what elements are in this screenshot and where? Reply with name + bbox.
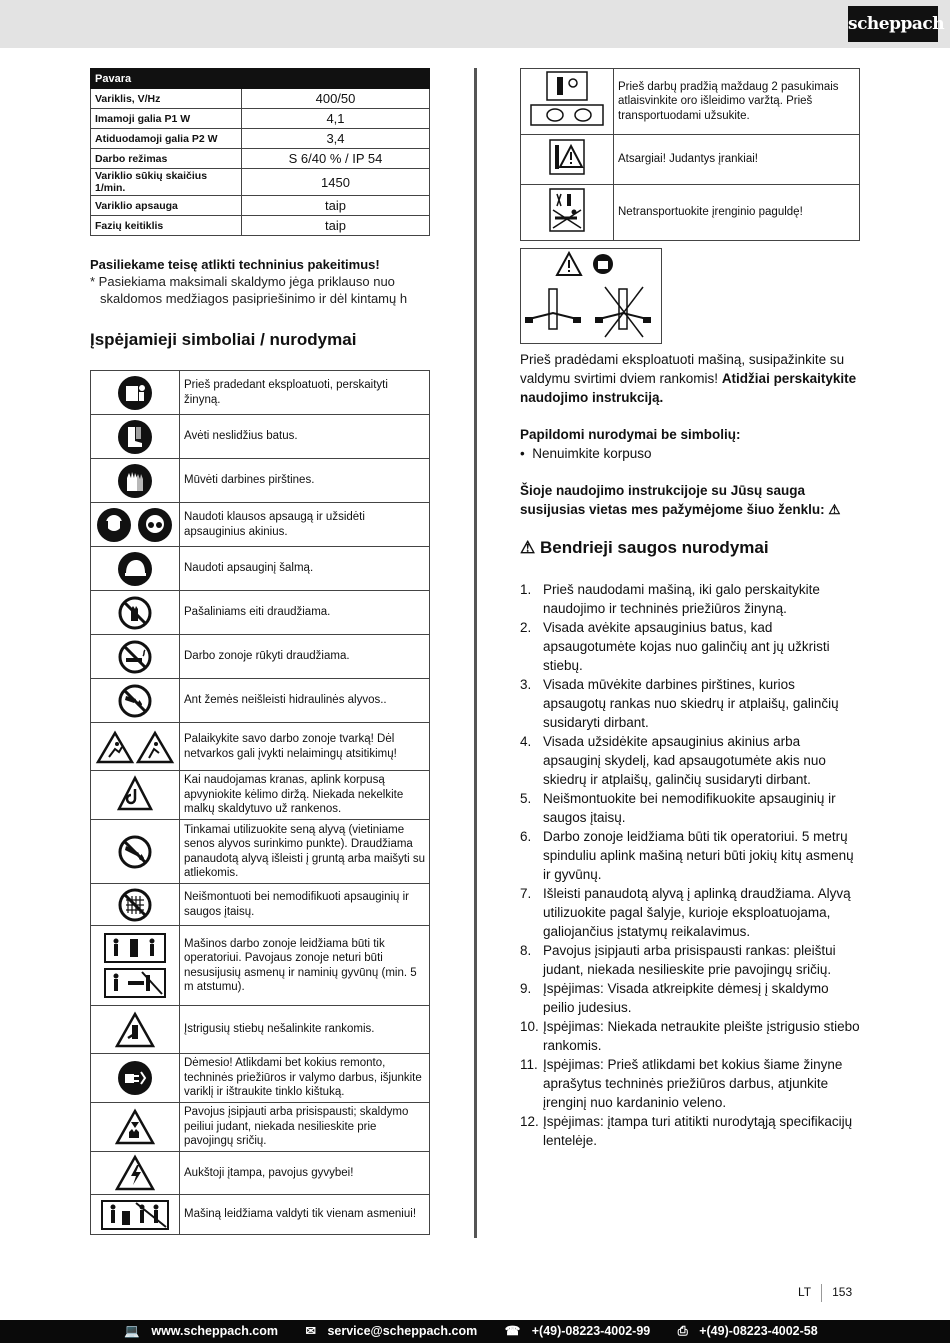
symbol-text: Avėti neslidžius batus. [180, 415, 430, 459]
right-text-block [520, 350, 860, 519]
oil-disposal-icon [117, 834, 153, 870]
no-transport-lying-icon [547, 186, 587, 234]
symbol-text: Naudoti apsauginį šalmą. [180, 547, 430, 591]
list-item: 10. Įspėjimas: Niekada netraukite pleište įstrigusio stiebo rankomis. [520, 1019, 860, 1053]
footer-phone: ☎ +(49)-08223-4002-99 [504, 1324, 651, 1338]
column-divider [474, 68, 477, 1238]
table-row: Variklio sūkių skaičius 1/min. 1450 [91, 169, 430, 196]
list-item: 1. Prieš naudodami mašiną, iki galo perskaitykite naudojimo ir techninės priežiūros žinyną. [520, 582, 820, 616]
reserve-notice: Pasiliekame teisę atlikti techninius pakeitimus! [90, 257, 380, 272]
symbol-text: Neišmontuoti bei nemodifikuoti apsauginių ir saugos įtaisų. [180, 884, 430, 926]
symbol-text: Atsargiai! Judantys įrankiai! [614, 135, 860, 185]
spec-table [90, 68, 430, 236]
table-row [91, 1195, 430, 1235]
list-item: 11. Įspėjimas: Prieš atlikdami bet kokius šiame žinyne aprašytus techninės priežiūros darbus, atjunkite įrenginį nuo kardaninio veleno. [520, 1057, 843, 1110]
section-heading-general-safety: ⚠ Bendrieji saugos nurodymai [520, 538, 769, 557]
list-item: 3. Visada mūvėkite darbines pirštines, kurios apsaugotų rankas nuo skiedrų ir atplaišų, galinčių susidaryti dirbant. [520, 677, 839, 730]
crush-hazard-icon [115, 1108, 155, 1146]
symbol-text: Ant žemės neišleisti hidraulinės alyvos.. [180, 679, 430, 723]
jammed-log-icon [115, 1011, 155, 1049]
symbol-text: Darbo zonoje rūkyti draudžiama. [180, 635, 430, 679]
right-symbols-table [520, 68, 860, 241]
single-operator-icon [100, 1199, 170, 1231]
safety-boots-icon [117, 419, 153, 455]
symbol-text: Netransportuokite įrenginio paguldę! [614, 185, 860, 241]
general-safety-list [520, 580, 860, 1150]
table-row [91, 547, 430, 591]
symbol-text: Pavojus įsipjauti arba prisispausti; skaldymo peiliui judant, niekada nesilieskite prie pavojingų sričių. [180, 1103, 430, 1152]
unplug-icon [117, 1060, 153, 1096]
list-item: 8. Pavojus įsipjauti arba prisispausti rankas: pleištui judant, niekada nesilieskite prie pavojingų sričių. [520, 943, 836, 977]
table-row: Atiduodamoji galia P2 W 3,4 [91, 129, 430, 149]
table-row [521, 135, 860, 185]
table-row [91, 591, 430, 635]
footer-fax: ⎙ +(49)-08223-4002-58 [677, 1324, 818, 1338]
footer-bar [0, 1320, 950, 1343]
symbol-text: Tinkamai utilizuokite seną alyvą (vietiniame senos alyvos surinkimo punkte). Draudžiama panaudotą alyvą išleisti į gruntą arba maišyti su atliekomis. [180, 820, 430, 884]
list-item: 7. Išleisti panaudotą alyvą į aplinką draudžiama. Alyvą utilizuokite pagal šalyje, kurioje eksploatuojama, galiojančius įstatymų reikalavimus. [520, 886, 851, 939]
high-voltage-icon [115, 1154, 155, 1192]
brand-logo: scheppach [848, 6, 938, 42]
ear-eye-protection-icon [95, 507, 175, 543]
table-row [91, 926, 430, 1006]
warning-symbols-table [90, 370, 430, 1235]
section-heading-warning-symbols: Įspėjamieji simboliai / nurodymai [90, 330, 357, 349]
table-row [91, 1152, 430, 1195]
list-item: 2. Visada avėkite apsauginius batus, kad apsaugotumėte kojas nuo galinčių ant jų užkristi stiebų. [520, 620, 830, 673]
symbol-text: Aukštoji įtampa, pavojus gyvybei! [180, 1152, 430, 1195]
table-row [91, 1006, 430, 1054]
crane-hook-icon [117, 775, 153, 815]
list-item: 5. Neišmontuokite bei nemodifikuokite apsauginių ir saugos įtaisų. [520, 791, 836, 825]
extra-bullet: • Nenuimkite korpuso [520, 446, 652, 461]
symbol-text: Palaikykite savo darbo zonoje tvarką! Dėl netvarkos gali įvykti nelaimingų atsitikimų! [180, 723, 430, 771]
symbol-text: Dėmesio! Atlikdami bet kokius remonto, techninės priežiūros ir valymo darbus, išjunkite variklį ir ištraukite tinklo kištuką. [180, 1054, 430, 1103]
list-item: 4. Visada užsidėkite apsauginius akinius arba apsauginį skydelį, kad apsaugotumėte akis nuo skiedrų ir atplaišų, galinčių susidaryti dirbant. [520, 734, 826, 787]
symbol-text: Prieš pradedant eksploatuoti, perskaityti žinyną. [180, 371, 430, 415]
notice-block [90, 256, 430, 307]
table-row [91, 884, 430, 926]
table-row [91, 635, 430, 679]
page-number: LT 153 [798, 1284, 852, 1302]
table-row: Variklis, V/Hz 400/50 [91, 89, 430, 109]
two-hand-operation-icon [521, 249, 661, 343]
marker-note: Šioje naudojimo instrukcijoje su Jūsų sauga susijusias vietas mes pažymėjome šiuo ženklu: ⚠ [520, 483, 841, 517]
table-row [521, 185, 860, 241]
table-row [91, 415, 430, 459]
footnote: * Pasiekiama maksimali skaldymo jėga priklauso nuo skaldomos medžiagos pasipriešinimo ir dėl kintamų h [90, 274, 408, 306]
spec-table-title: Pavara [91, 69, 430, 89]
table-row: Darbo režimas S 6/40 % / IP 54 [91, 149, 430, 169]
table-row [91, 723, 430, 771]
symbol-text: Prieš darbų pradžią maždaug 2 pasukimais atlaisvinkite oro išleidimo varžtą. Prieš transportuodami užsukite. [614, 69, 860, 135]
symbol-text: Mašinos darbo zonoje leidžiama būti tik operatoriui. Pavojaus zonoje neturi būti nesusijusių asmenų ir naminių gyvūnų (min. 5 m atstumu). [180, 926, 430, 1006]
no-entry-icon [117, 595, 153, 631]
two-hand-control-pictogram [520, 248, 662, 344]
no-modify-guard-icon [117, 887, 153, 923]
header-bar [0, 0, 950, 48]
moving-tools-icon [547, 137, 587, 177]
footer-web[interactable]: 💻 www.scheppach.com [124, 1324, 278, 1338]
table-row: Fazių keitiklis taip [91, 216, 430, 236]
two-hand-paragraph: Prieš pradėdami eksploatuoti mašiną, susipažinkite su valdymu svirtimi dviem rankomis! Atidžiai perskaitykite naudojimo instrukciją. [520, 352, 857, 405]
table-row [91, 503, 430, 547]
list-item: 12. Įspėjimas: įtampa turi atitikti nurodytąją specifikacijų lentelėje. [520, 1114, 853, 1148]
helmet-icon [117, 551, 153, 587]
symbol-text: Naudoti klausos apsaugą ir užsidėti apsauginius akinius. [180, 503, 430, 547]
footer-email[interactable]: ✉ service@scheppach.com [305, 1324, 478, 1338]
symbol-text: Mūvėti darbines pirštines. [180, 459, 430, 503]
extra-heading: Papildomi nurodymai be simbolių: [520, 427, 741, 442]
list-item: 6. Darbo zonoje leidžiama būti tik operatoriui. 5 metrų spinduliu aplink mašiną neturi būti jokių kitų asmenų ir gyvūnų. [520, 829, 854, 882]
table-row: Variklio apsauga taip [91, 196, 430, 216]
table-row [91, 679, 430, 723]
table-row [521, 69, 860, 135]
table-row [91, 1054, 430, 1103]
no-smoking-icon [117, 639, 153, 675]
symbol-text: Kai naudojamas kranas, aplink korpusą apvyniokite kėlimo diržą. Niekada nekelkite malkų skaldytuvo už rankenos. [180, 771, 430, 820]
vent-screw-icon [527, 69, 607, 129]
gloves-icon [117, 463, 153, 499]
operator-zone-icon [102, 931, 168, 1001]
table-row [91, 820, 430, 884]
symbol-text: Pašaliniams eiti draudžiama. [180, 591, 430, 635]
no-oil-spill-icon [117, 683, 153, 719]
table-row [91, 459, 430, 503]
table-row: Imamoji galia P1 W 4,1 [91, 109, 430, 129]
trip-hazard-icon [95, 729, 175, 765]
symbol-text: Įstrigusių stiebų nešalinkite rankomis. [180, 1006, 430, 1054]
read-manual-icon [117, 375, 153, 411]
symbol-text: Mašiną leidžiama valdyti tik vienam asmeniui! [180, 1195, 430, 1235]
table-row [91, 371, 430, 415]
table-row [91, 1103, 430, 1152]
table-row [91, 771, 430, 820]
list-item: 9. Įspėjimas: Visada atkreipkite dėmesį į skaldymo peilio judesius. [520, 981, 829, 1015]
